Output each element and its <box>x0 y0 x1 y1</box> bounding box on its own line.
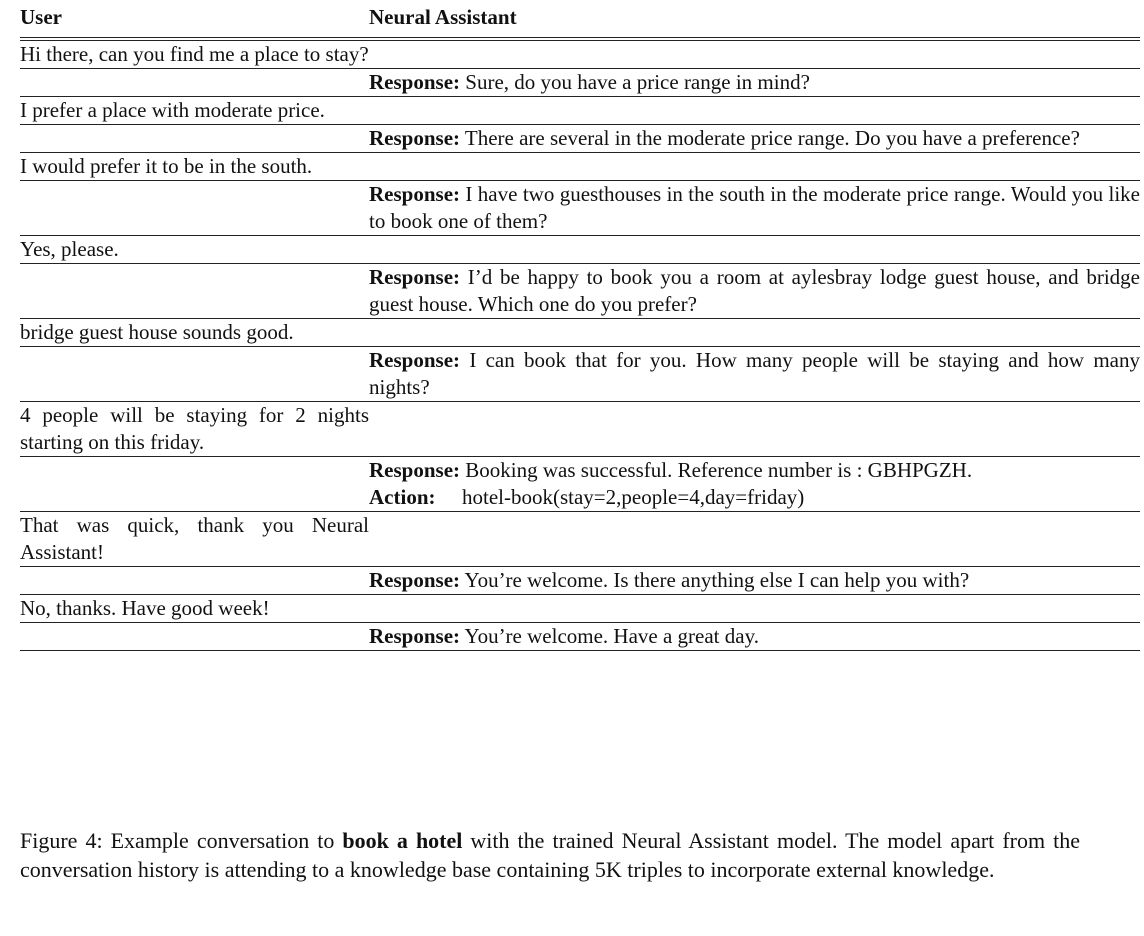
response-label: Response: <box>369 348 461 372</box>
assistant-message <box>369 347 1140 402</box>
assistant-message <box>369 457 1140 512</box>
user-message: That was quick, thank you Neural Assistant! <box>20 513 369 564</box>
user-message: bridge guest house sounds good. <box>20 320 294 344</box>
empty-cell <box>369 153 1140 181</box>
response-text: Sure, do you have a price range in mind? <box>465 70 810 94</box>
user-turn-row <box>20 402 1140 457</box>
empty-cell <box>20 69 369 97</box>
empty-cell <box>20 623 369 651</box>
assistant-message <box>369 181 1140 236</box>
user-message: Hi there, can you find me a place to stay? <box>20 42 369 66</box>
assistant-turn-row <box>20 181 1140 236</box>
user-message: I prefer a place with moderate price. <box>20 98 325 122</box>
user-message: No, thanks. Have good week! <box>20 596 270 620</box>
user-turn-row <box>20 97 1140 125</box>
column-header-assistant: Neural Assistant <box>369 5 517 29</box>
action-line <box>369 484 1140 511</box>
assistant-turn-row <box>20 347 1140 402</box>
assistant-message <box>369 69 1140 97</box>
user-turn-row <box>20 512 1140 567</box>
caption-suffix: with the trained Neural Assistant model. The model apart from the conversation history is attending to a knowledge base containing 5K triples to incorporate external knowledge. <box>20 828 1080 882</box>
caption-bold: book a hotel <box>342 828 463 853</box>
assistant-turn-row <box>20 69 1140 97</box>
empty-cell <box>369 595 1140 623</box>
conversation-table <box>20 4 1140 651</box>
empty-cell <box>20 181 369 236</box>
assistant-turn-row <box>20 457 1140 512</box>
response-label: Response: <box>369 70 461 94</box>
empty-cell <box>20 567 369 595</box>
empty-cell <box>369 97 1140 125</box>
response-label: Response: <box>369 126 461 150</box>
response-text: You’re welcome. Have a great day. <box>464 624 759 648</box>
column-header-user: User <box>20 5 62 29</box>
user-turn-row <box>20 153 1140 181</box>
caption-prefix: Figure 4: Example conversation to <box>20 828 343 853</box>
user-turn-row <box>20 595 1140 623</box>
empty-cell <box>369 402 1140 457</box>
response-text: I have two guesthouses in the south in the moderate price range. Would you like to book one of them? <box>369 182 1140 233</box>
response-text: You’re welcome. Is there anything else I can help you with? <box>464 568 970 592</box>
assistant-message <box>369 623 1140 651</box>
empty-cell <box>369 512 1140 567</box>
assistant-turn-row <box>20 264 1140 319</box>
table-header-row <box>20 4 1140 39</box>
empty-cell <box>20 125 369 153</box>
assistant-turn-row <box>20 125 1140 153</box>
assistant-turn-row <box>20 623 1140 651</box>
action-label: Action: <box>369 485 436 509</box>
empty-cell <box>20 457 369 512</box>
empty-cell <box>369 236 1140 264</box>
response-label: Response: <box>369 624 461 648</box>
user-message: Yes, please. <box>20 237 119 261</box>
figure-caption <box>20 826 1080 884</box>
response-label: Response: <box>369 568 461 592</box>
user-message: 4 people will be staying for 2 nights starting on this friday. <box>20 403 369 454</box>
conversation-body <box>20 39 1140 651</box>
response-label: Response: <box>369 458 461 482</box>
response-label: Response: <box>369 265 461 289</box>
empty-cell <box>20 264 369 319</box>
assistant-message <box>369 264 1140 319</box>
response-text: There are several in the moderate price range. Do you have a preference? <box>464 126 1080 150</box>
user-turn-row <box>20 39 1140 69</box>
assistant-message <box>369 125 1140 153</box>
empty-cell <box>369 319 1140 347</box>
user-turn-row <box>20 236 1140 264</box>
response-text: Booking was successful. Reference number is : GBHPGZH. <box>465 458 973 482</box>
empty-cell <box>369 39 1140 69</box>
assistant-message <box>369 567 1140 595</box>
assistant-turn-row <box>20 567 1140 595</box>
user-turn-row <box>20 319 1140 347</box>
user-message: I would prefer it to be in the south. <box>20 154 313 178</box>
response-text: I’d be happy to book you a room at aylesbray lodge guest house, and bridge guest house. Which one do you prefer? <box>369 265 1140 316</box>
empty-cell <box>20 347 369 402</box>
action-text: hotel-book(stay=2,people=4,day=friday) <box>462 485 805 509</box>
response-label: Response: <box>369 182 461 206</box>
response-text: I can book that for you. How many people will be staying and how many nights? <box>369 348 1140 399</box>
